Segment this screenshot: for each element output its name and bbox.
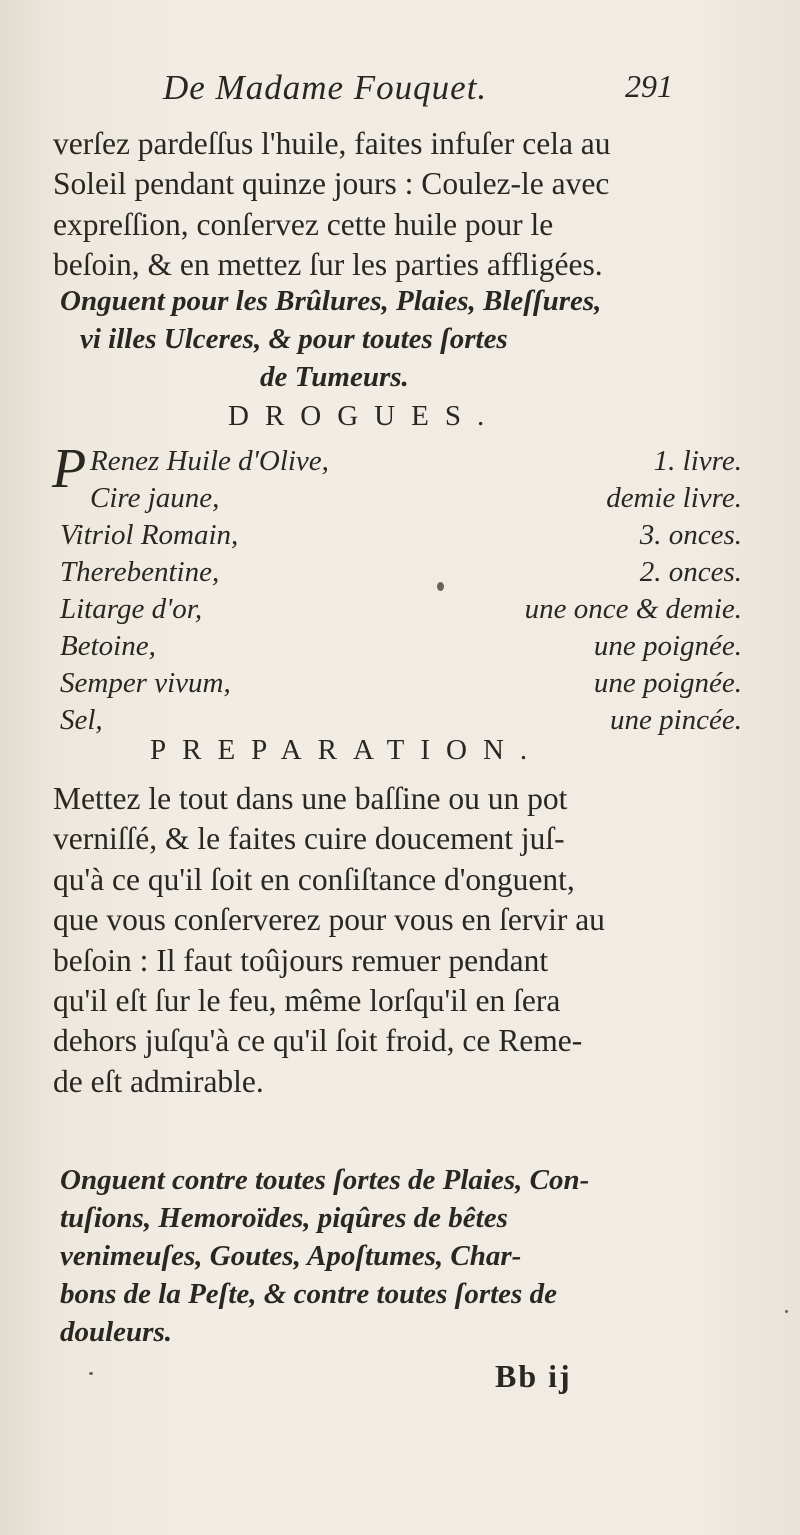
text-line: de eſt admirable.	[53, 1063, 264, 1099]
title-line: Onguent pour les Brûlures, Plaies, Bleſſures,	[60, 285, 602, 317]
drogues-heading: DROGUES.	[228, 400, 501, 432]
ingredient-name: Sel,	[60, 704, 103, 736]
ingredient-name: Therebentine,	[60, 556, 220, 588]
preparation-paragraph	[53, 779, 753, 1102]
ingredient-quantity: demie livre.	[606, 482, 742, 514]
ingredient-quantity: une poignée.	[593, 667, 742, 699]
text-line: beſoin, & en mettez ſur les parties affligées.	[53, 247, 603, 283]
ingredient-quantity: 1. livre.	[653, 445, 742, 477]
ingredient-name: Vitriol Romain,	[60, 519, 239, 551]
ingredient-quantity: 2. onces.	[639, 556, 742, 588]
ingredient-row	[60, 556, 750, 593]
ingredient-quantity: une pincée.	[609, 704, 742, 736]
ingredient-row	[60, 519, 750, 556]
ingredient-name: Cire jaune,	[90, 482, 220, 514]
ingredient-quantity: 3. onces.	[639, 519, 742, 551]
title-line: bons de la Peſte, & contre toutes ſortes de	[60, 1278, 557, 1310]
running-title: De Madame Fouquet.	[163, 68, 488, 107]
title-line: douleurs.	[60, 1316, 173, 1348]
text-line: que vous conſerverez pour vous en ſervir au	[53, 902, 605, 938]
title-line: tuſions, Hemoroïdes, piqûres de bêtes	[60, 1202, 508, 1234]
text-line: Mettez le tout dans une baſſine ou un pot	[53, 781, 568, 816]
title-line: de Tumeurs.	[260, 361, 409, 393]
ingredient-name: Renez Huile d'Olive,	[90, 445, 329, 477]
ink-speck	[89, 1372, 93, 1375]
title-line: venimeuſes, Goutes, Apoſtumes, Char-	[60, 1240, 522, 1272]
signature-mark: Bb ij	[495, 1358, 572, 1394]
ink-speck	[437, 582, 444, 591]
preparation-heading: PREPARATION.	[150, 734, 544, 766]
title-line: Onguent contre toutes ſortes de Plaies, Con-	[60, 1164, 590, 1196]
title-line: vi illes Ulceres, & pour toutes ſortes	[80, 323, 508, 355]
ingredient-quantity: une poignée.	[593, 630, 742, 662]
text-line: expreſſion, conſervez cette huile pour le	[53, 206, 554, 242]
text-line: verniſſé, & le faites cuire doucement juſ-	[53, 821, 565, 857]
intro-paragraph	[53, 124, 753, 286]
text-line: verſez pardeſſus l'huile, faites infuſer cela au	[53, 126, 611, 161]
drop-cap: P	[52, 438, 87, 500]
text-line: Soleil pendant quinze jours : Coulez-le avec	[53, 166, 610, 202]
text-line: qu'à ce qu'il ſoit en conſiſtance d'onguent,	[53, 861, 575, 897]
ingredient-list	[52, 438, 750, 741]
page-number: 291	[625, 68, 673, 104]
ingredient-row	[60, 593, 750, 630]
text-line: dehors juſqu'à ce qu'il ſoit froid, ce Reme-	[53, 1023, 583, 1059]
ingredient-name: Semper vivum,	[60, 667, 231, 699]
ingredient-row	[60, 667, 750, 704]
ingredient-row	[60, 630, 750, 667]
text-line: qu'il eſt ſur le feu, même lorſqu'il en ſera	[53, 983, 561, 1019]
page-header	[163, 68, 673, 112]
ingredient-name: Litarge d'or,	[60, 593, 203, 625]
recipe-title-burns	[60, 282, 740, 396]
ingredient-quantity: une once & demie.	[524, 593, 742, 625]
text-line: beſoin : Il faut toûjours remuer pendant	[53, 942, 549, 978]
ingredient-name: Betoine,	[60, 630, 156, 662]
ink-speck	[785, 1310, 788, 1313]
ingredient-row	[60, 482, 750, 519]
recipe-title-wounds	[60, 1161, 740, 1351]
